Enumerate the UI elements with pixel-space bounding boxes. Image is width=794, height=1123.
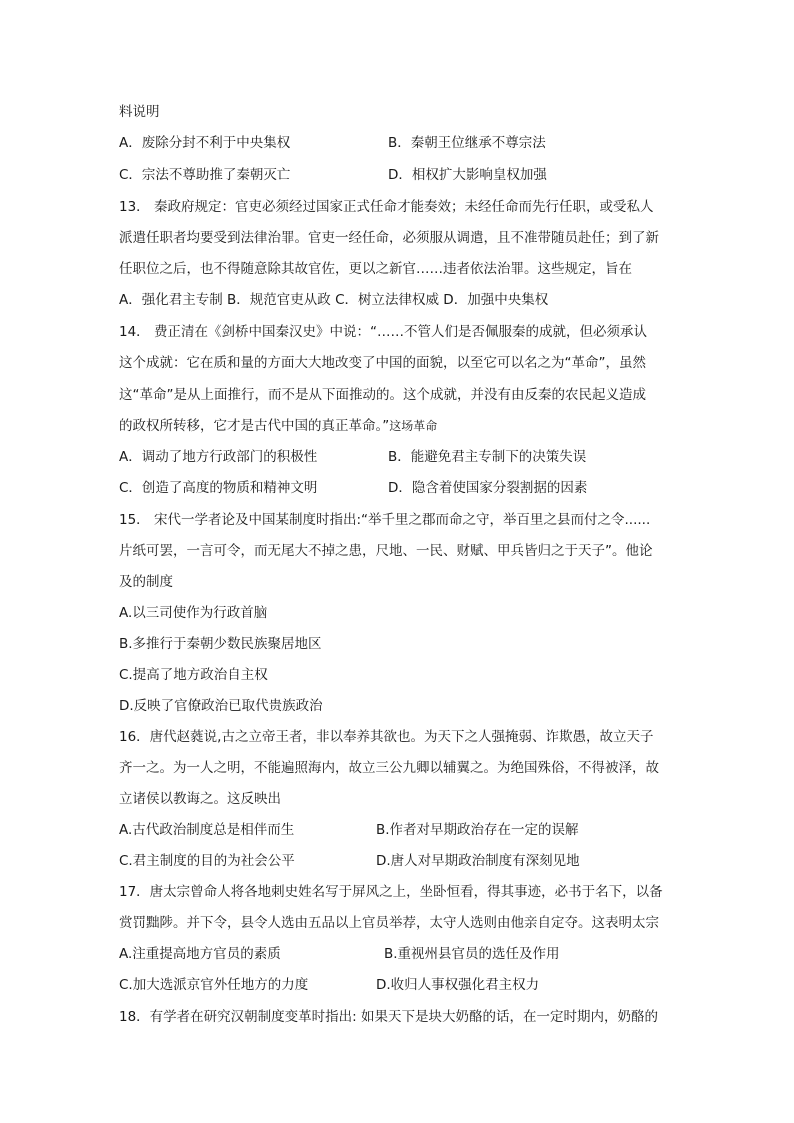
- q12-option-c: C．宗法不尊助推了秦朝灭亡: [119, 167, 291, 183]
- q17-line-2: 赏罚黜陟。并下令，县令人选由五品以上官员举荐，太守人选则由他亲自定夺。这表明太宗: [119, 915, 659, 931]
- q16-line-1: 16．唐代赵蕤说,古之立帝王者，非以奉养其欲也。为天下之人强掩弱、诈欺愚，故立天子: [119, 729, 654, 745]
- q14-line-1: 14． 费正清在《剑桥中国秦汉史》中说：“……不管人们是否佩服秦的成就，但必须承认: [119, 324, 647, 340]
- q15-option-d: D.反映了官僚政治已取代贵族政治: [119, 698, 323, 714]
- q17-option-c: C.加大选派京官外任地方的力度: [119, 977, 309, 993]
- q13-options: A．强化君主专制 B．规范官吏从政 C．树立法律权威 D．加强中央集权: [119, 292, 549, 308]
- q14-line-4: [119, 416, 437, 436]
- q14-line-4-tail: 这场革命: [389, 419, 438, 433]
- q14-line-2: 这个成就：它在质和量的方面大大地改变了中国的面貌，以至它可以名之为“革命”，虽然: [119, 355, 646, 371]
- q16-option-d: D.唐人对早期政治制度有深刻见地: [376, 853, 580, 869]
- q12-option-d: D．相权扩大影响皇权加强: [388, 167, 547, 183]
- q14-option-b: B．能避免君主专制下的决策失误: [388, 449, 587, 465]
- q15-option-b: B.多推行于秦朝少数民族聚居地区: [119, 636, 322, 652]
- q15-option-a: A.以三司使作为行政首脑: [119, 605, 268, 621]
- q15-line-1: 15． 宋代一学者论及中国某制度时指出:“举千里之郡而命之守，举百里之县而付之令......: [119, 512, 651, 528]
- q16-option-b: B.作者对早期政治存在一定的误解: [376, 822, 579, 838]
- q12-option-a: A．废除分封不利于中央集权: [119, 135, 291, 151]
- q17-option-a: A.注重提高地方官员的素质: [119, 946, 281, 962]
- q13-line-1: 13． 秦政府规定：官吏必须经过国家正式任命才能奏效；未经任命而先行任职，或受私人: [119, 199, 654, 215]
- q15-line-2: 片纸可罢，一言可令，而无尾大不掉之患，尺地、一民、财赋、甲兵皆归之于天子”。他论: [119, 543, 653, 559]
- q16-option-a: A.古代政治制度总是相伴而生: [119, 822, 295, 838]
- q17-line-1: 17．唐太宗曾命人将各地刺史姓名写于屏风之上，坐卧恒看，得其事迹，必书于名下，以备: [119, 884, 663, 900]
- q17-option-d: D.收归人事权强化君主权力: [376, 977, 540, 993]
- intro-line: 料说明: [119, 104, 160, 120]
- q14-option-d: D．隐含着使国家分裂割据的因素: [388, 480, 588, 496]
- q16-line-2: 齐一之。为一人之明，不能遍照海内，故立三公九卿以辅翼之。为绝国殊俗，不得被泽，故: [119, 760, 659, 776]
- q14-option-a: A．调动了地方行政部门的积极性: [119, 449, 318, 465]
- q15-option-c: C.提高了地方政治自主权: [119, 667, 268, 683]
- q13-line-2: 派遣任职者均要受到法律治罪。官吏一经任命，必须服从调遣，且不准带随员赴任；到了新: [119, 230, 659, 246]
- q14-option-c: C．创造了高度的物质和精神文明: [119, 480, 318, 496]
- q16-line-3: 立诸侯以教诲之。这反映出: [119, 791, 281, 807]
- q13-line-3: 任职位之后，也不得随意除其故官佐，更以之新官……违者依法治罪。这些规定，旨在: [119, 261, 632, 277]
- q18-line-1: 18．有学者在研究汉朝制度变革时指出: 如果天下是块大奶酪的话，在一定时期内，奶酪的: [119, 1009, 659, 1025]
- q14-line-3: 这“革命”是从上面推行，而不是从下面推动的。这个成就，并没有由反秦的农民起义造成: [119, 387, 646, 403]
- q17-option-b: B.重视州县官员的选任及作用: [384, 946, 560, 962]
- q15-line-3: 及的制度: [119, 574, 173, 590]
- q14-line-4-main: 的政权所转移，它才是古代中国的真正革命。”: [119, 418, 390, 434]
- q12-option-b: B．秦朝王位继承不尊宗法: [388, 135, 546, 151]
- q16-option-c: C.君主制度的目的为社会公平: [119, 853, 295, 869]
